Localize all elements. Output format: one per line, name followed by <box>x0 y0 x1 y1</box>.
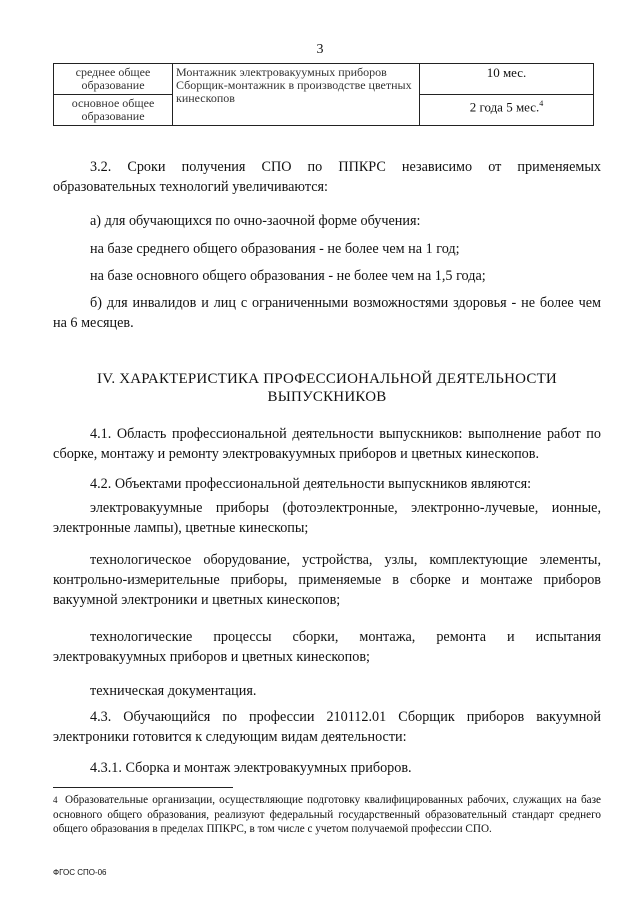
table-row <box>54 64 594 95</box>
paragraph-3-2-a2: на базе основного общего образования - не более чем на 1,5 года; <box>90 268 486 284</box>
section-heading-line: ВЫПУСКНИКОВ <box>267 389 387 405</box>
footnote-ref: 4 <box>539 99 544 108</box>
professions-cell: Монтажник электровакуумных приборов Сборщик-монтажник в производстве цветных кинескопов <box>173 64 420 126</box>
footnote-divider <box>53 787 233 788</box>
term-cell: 10 мес. <box>420 64 594 95</box>
term-cell <box>420 95 594 126</box>
paragraph-4-3-1: 4.3.1. Сборка и монтаж электровакуумных приборов. <box>90 760 412 776</box>
object-item: техническая документация. <box>90 683 257 699</box>
paragraph-3-2-b: б) для инвалидов и лиц с ограниченными возможностями здоровья - не более чем на 6 месяцев. <box>53 295 601 331</box>
paragraph-3-2-a: а) для обучающихся по очно-заочной форме обучения: <box>90 213 421 229</box>
education-level-cell: основное общее образование <box>54 95 173 126</box>
footnote <box>53 793 601 837</box>
paragraph-3-2: 3.2. Сроки получения СПО по ППКРС независимо от применяемых образовательных технологий увеличиваются: <box>53 159 601 195</box>
section-heading-line: IV. ХАРАКТЕРИСТИКА ПРОФЕССИОНАЛЬНОЙ ДЕЯТЕЛЬНОСТИ <box>97 371 557 387</box>
duration-table <box>53 63 594 126</box>
term-value: 2 года 5 мес. <box>469 99 540 115</box>
footnote-text: Образовательные организации, осуществляющие подготовку квалифицированных рабочих, служащих на базе основного общего образования, реализуют федеральный государственный образовательный стандарт среднего общего образования в пределах ППКРС, в том числе с учетом получаемой профессии СПО. <box>53 794 601 835</box>
paragraph-4-2: 4.2. Объектами профессиональной деятельности выпускников являются: <box>90 476 532 492</box>
paragraph-3-2-a1: на базе среднего общего образования - не более чем на 1 год; <box>90 241 460 257</box>
education-level-cell: среднее общее образование <box>54 64 173 95</box>
section-heading <box>53 370 601 406</box>
footnote-mark: 4 <box>53 795 58 805</box>
footer-code: ФГОС СПО-06 <box>53 868 107 877</box>
paragraph-4-3: 4.3. Обучающийся по профессии 210112.01 Сборщик приборов вакуумной электроники готовится к следующим видам деятельности: <box>53 709 601 745</box>
object-item: технологические процессы сборки, монтажа, ремонта и испытания электровакуумных приборов и цветных кинескопов; <box>53 629 601 665</box>
page-number: 3 <box>316 42 324 57</box>
object-item: электровакуумные приборы (фотоэлектронные, электронно-лучевые, ионные, электронные лампы), цветные кинескопы; <box>53 500 601 536</box>
paragraph-4-1: 4.1. Область профессиональной деятельности выпускников: выполнение работ по сборке, монтажу и ремонту электровакуумных приборов и цветных кинескопов. <box>53 426 601 462</box>
object-item: технологическое оборудование, устройства, узлы, комплектующие элементы, контрольно-измерительные приборы, применяемые в сборке и монтаже приборов вакуумной электроники и цветных кинескопов; <box>53 552 601 608</box>
